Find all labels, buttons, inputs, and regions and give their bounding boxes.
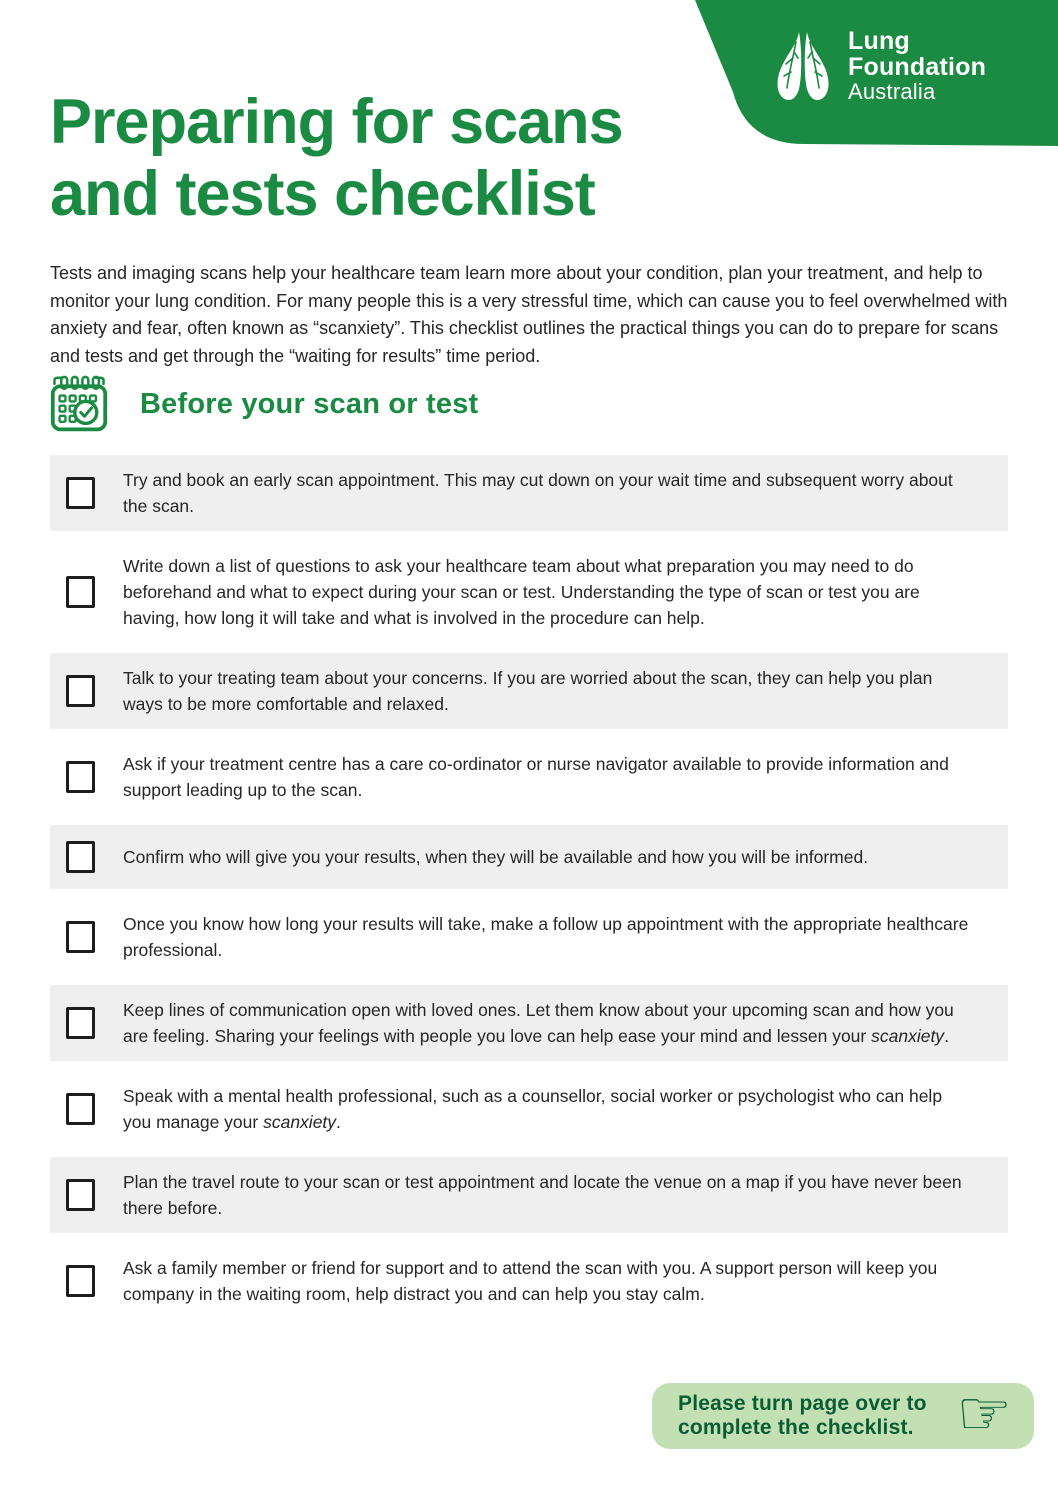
- page-title: [50, 86, 623, 230]
- logo: [772, 28, 986, 104]
- checkbox[interactable]: [66, 841, 95, 873]
- turn-page-note-text: [678, 1392, 927, 1440]
- logo-line-1: Lung: [848, 27, 910, 55]
- checkbox[interactable]: [66, 1265, 95, 1297]
- checklist-item: [50, 541, 1008, 643]
- calendar-icon: [46, 374, 112, 434]
- checklist-item-text: Plan the travel route to your scan or test appointment and locate the venue on a map if you have never been there before.: [123, 1172, 962, 1218]
- checklist-item-text: Confirm who will give you your results, when they will be available and how you will be informed.: [123, 847, 869, 867]
- checklist-item-text: Ask a family member or friend for support and to attend the scan with you. A support person will keep you company in the waiting room, help distract you and can help you stay calm.: [123, 1258, 938, 1304]
- checkbox[interactable]: [66, 1093, 95, 1125]
- checklist-item-text: Ask if your treatment centre has a care co-ordinator or nurse navigator available to provide information and support leading up to the scan.: [123, 754, 949, 800]
- checkbox[interactable]: [66, 675, 95, 707]
- checklist-item: [50, 653, 1008, 729]
- checklist-item: [50, 739, 1008, 815]
- intro-paragraph: Tests and imaging scans help your healthcare team learn more about your condition, plan your treatment, and help to monitor your lung condition. For many people this is a very stressful time, which can cause you to feel overwhelmed with anxiety and fear, often known as “scanxiety”. This checklist outlines the practical things you can do to prepare for scans and tests and get through the “waiting for results” time period.: [50, 263, 1008, 366]
- turn-page-note: [652, 1376, 1034, 1450]
- checklist: [50, 455, 1008, 1329]
- checklist-item: [50, 825, 1008, 889]
- checklist-item-text: Keep lines of communication open with loved ones. Let them know about your upcoming scan and how you are feeling. Sharing your feelings with people you love can help ease your mind and lessen your scanxiety.: [123, 1000, 954, 1046]
- checklist-item: [50, 455, 1008, 531]
- checklist-item: [50, 1243, 1008, 1319]
- checklist-item: [50, 985, 1008, 1061]
- logo-text: [848, 28, 986, 104]
- section-heading: Before your scan or test: [140, 387, 479, 420]
- checklist-item-text: Talk to your treating team about your concerns. If you are worried about the scan, they can help you plan ways to be more comfortable and relaxed.: [123, 668, 933, 714]
- checkbox[interactable]: [66, 1179, 95, 1211]
- logo-line-3: Australia: [848, 79, 936, 104]
- page-title-line-2: and tests checklist: [50, 159, 595, 229]
- checkbox[interactable]: [66, 477, 95, 509]
- checklist-item-text: Once you know how long your results will take, make a follow up appointment with the appropriate healthcare professional.: [123, 914, 969, 960]
- turn-page-note-line-1: Please turn page over to: [678, 1392, 927, 1415]
- lungs-icon: [772, 28, 834, 104]
- checkbox[interactable]: [66, 1007, 95, 1039]
- checklist-item-text: Speak with a mental health professional, such as a counsellor, social worker or psychologist who can help you manage your scanxiety.: [123, 1086, 943, 1132]
- turn-page-note-line-2: complete the checklist.: [678, 1416, 914, 1439]
- checkbox[interactable]: [66, 921, 95, 953]
- checklist-item: [50, 1071, 1008, 1147]
- logo-line-2: Foundation: [848, 53, 987, 81]
- checklist-item: [50, 899, 1008, 975]
- checkbox[interactable]: [66, 576, 95, 608]
- checkbox[interactable]: [66, 761, 95, 793]
- section-header: [46, 374, 478, 434]
- checklist-item: [50, 1157, 1008, 1233]
- checklist-item-text: Try and book an early scan appointment. This may cut down on your wait time and subsequent worry about the scan.: [123, 470, 953, 516]
- header-banner: [686, 0, 1058, 146]
- checklist-item-text: Write down a list of questions to ask your healthcare team about what preparation you may need to do beforehand and what to expect during your scan or test. Understanding the type of scan or test you are having, how long it will take and what is involved in the procedure can help.: [123, 556, 920, 628]
- pointing-hand-icon: ☞: [956, 1376, 1012, 1450]
- page-title-line-1: Preparing for scans: [50, 87, 623, 157]
